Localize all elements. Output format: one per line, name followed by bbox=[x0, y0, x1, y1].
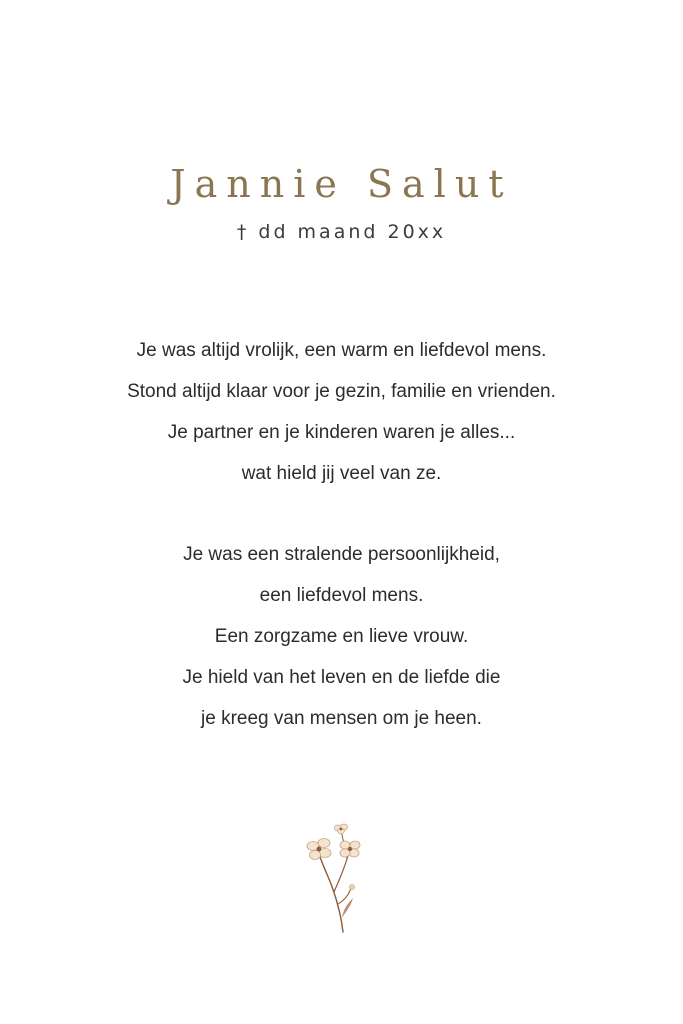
stanza-gap bbox=[0, 494, 683, 534]
death-date: † dd maand 20xx bbox=[236, 221, 447, 243]
poem-line: je kreeg van mensen om je heen. bbox=[201, 708, 482, 729]
poem-line: een liefdevol mens. bbox=[259, 585, 424, 606]
poem-line: Je hield van het leven en de liefde die bbox=[182, 667, 501, 688]
poem-line: wat hield jij veel van ze. bbox=[241, 463, 442, 484]
poem-stanza-1 bbox=[0, 330, 683, 494]
deceased-name: Jannie Salut bbox=[170, 162, 513, 206]
dried-flower-icon bbox=[301, 818, 365, 934]
poem-line: Je was altijd vrolijk, een warm en liefdevol mens. bbox=[136, 340, 547, 361]
poem-line: Stond altijd klaar voor je gezin, familie en vrienden. bbox=[127, 381, 556, 402]
memorial-poem bbox=[0, 330, 683, 739]
poem-line: Je partner en je kinderen waren je alles... bbox=[167, 422, 516, 443]
poem-stanza-2 bbox=[0, 534, 683, 739]
poem-line: Een zorgzame en lieve vrouw. bbox=[214, 626, 469, 647]
poem-line: Je was een stralende persoonlijkheid, bbox=[183, 544, 500, 565]
